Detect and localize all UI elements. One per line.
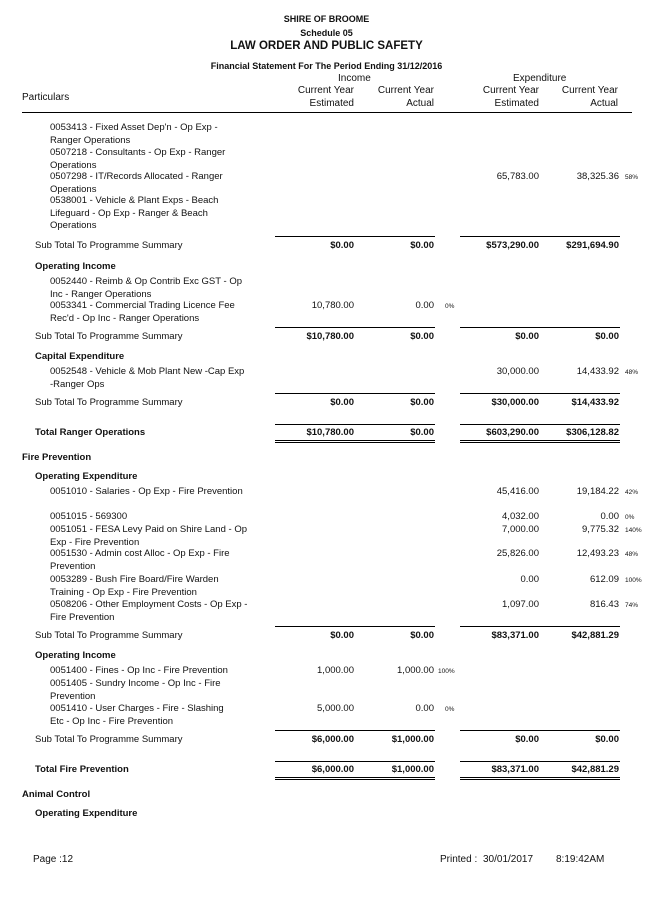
program-heading: Animal Control: [22, 789, 91, 800]
inc-estimated-total: $0.00: [330, 240, 354, 251]
exp-actual-value: 38,325.36: [576, 171, 619, 182]
exp-estimated-total: $83,371.00: [491, 764, 539, 775]
inc-percent: 0%: [445, 303, 455, 310]
exp-estimated-total: $83,371.00: [491, 630, 539, 641]
printed-date: 30/01/2017: [483, 854, 534, 865]
section-heading: Operating Income: [35, 261, 116, 272]
exp-actual-value: 14,433.92: [576, 366, 619, 377]
exp-percent: 42%: [625, 489, 639, 496]
exp-actual-total: $42,881.29: [571, 764, 619, 775]
item-description: 0051010 - Salaries - Op Exp - Fire Prevention: [50, 486, 243, 497]
col-income-actual-line2: Actual: [406, 98, 434, 109]
exp-actual-value: 816.43: [589, 599, 619, 610]
exp-estimated-total: $0.00: [515, 734, 539, 745]
item-description: 0051405 - Sundry Income - Op Inc - Fire Prevention: [50, 678, 221, 702]
inc-percent: 0%: [445, 706, 455, 713]
exp-actual-total: $291,694.90: [566, 240, 619, 251]
section-heading: Operating Expenditure: [35, 808, 138, 819]
total-double-rule-exp: [460, 440, 620, 443]
program-heading: Fire Prevention: [22, 452, 92, 463]
subtotal-rule-exp: [460, 393, 620, 394]
subtotal-label: Sub Total To Programme Summary: [35, 397, 183, 408]
income-group-header: Income: [338, 73, 371, 84]
exp-estimated-total: $603,290.00: [486, 427, 539, 438]
col-exp-actual-line2: Actual: [590, 98, 618, 109]
section-heading: Capital Expenditure: [35, 351, 125, 362]
inc-estimated-total: $6,000.00: [311, 764, 354, 775]
exp-percent: 140%: [625, 527, 642, 534]
exp-actual-total: $14,433.92: [571, 397, 619, 408]
section-heading: Operating Income: [35, 650, 116, 661]
subtotal-label: Sub Total To Programme Summary: [35, 630, 183, 641]
inc-estimated-value: 5,000.00: [317, 703, 354, 714]
inc-estimated-total: $6,000.00: [311, 734, 354, 745]
item-description: 0051015 - 569300: [50, 511, 128, 522]
col-exp-estimated-line1: Current Year: [482, 85, 539, 96]
item-description: 0507218 - Consultants - Op Exp - Ranger Operations: [50, 147, 226, 171]
item-description: 0051530 - Admin cost Alloc - Op Exp - Fire Prevention: [50, 548, 230, 572]
inc-actual-total: $0.00: [410, 331, 434, 342]
subtotal-rule-exp: [460, 730, 620, 731]
item-description: 0052548 - Vehicle & Mob Plant New -Cap Exp -Ranger Ops: [50, 366, 245, 390]
inc-actual-value: 0.00: [415, 703, 434, 714]
exp-actual-total: $42,881.29: [571, 630, 619, 641]
total-rule-exp: [460, 424, 620, 425]
item-description: 0051400 - Fines - Op Inc - Fire Prevention: [50, 665, 228, 676]
exp-estimated-value: 4,032.00: [502, 511, 539, 522]
subtotal-rule-exp: [460, 327, 620, 328]
exp-estimated-value: 25,826.00: [496, 548, 539, 559]
item-description: 0053413 - Fixed Asset Dep'n - Op Exp - Ranger Operations: [50, 122, 218, 146]
inc-actual-total: $0.00: [410, 630, 434, 641]
exp-actual-value: 19,184.22: [576, 486, 619, 497]
exp-actual-value: 12,493.23: [576, 548, 619, 559]
exp-estimated-value: 45,416.00: [496, 486, 539, 497]
inc-actual-total: $0.00: [410, 240, 434, 251]
inc-estimated-value: 10,780.00: [311, 300, 354, 311]
subtotal-rule-income: [275, 327, 435, 328]
exp-percent: 0%: [625, 514, 635, 521]
exp-estimated-total: $0.00: [515, 331, 539, 342]
exp-actual-total: $0.00: [595, 331, 619, 342]
printed-time: 8:19:42AM: [556, 854, 605, 865]
schedule-label: Schedule 05: [300, 28, 353, 38]
subtotal-label: Sub Total To Programme Summary: [35, 734, 183, 745]
item-description: 0538001 - Vehicle & Plant Exps - Beach Lifeguard - Op Exp - Ranger & Beach Operations: [50, 195, 219, 231]
exp-actual-total: $306,128.82: [566, 427, 619, 438]
inc-estimated-total: $0.00: [330, 630, 354, 641]
total-rule-income: [275, 761, 435, 762]
inc-estimated-value: 1,000.00: [317, 665, 354, 676]
col-income-estimated-line1: Current Year: [297, 85, 354, 96]
exp-estimated-value: 0.00: [520, 574, 539, 585]
organisation-name: SHIRE OF BROOME: [283, 14, 370, 24]
exp-estimated-value: 7,000.00: [502, 524, 539, 535]
total-double-rule-income: [275, 440, 435, 443]
col-income-estimated-line2: Estimated: [309, 98, 354, 109]
inc-actual-total: $0.00: [410, 397, 434, 408]
total-double-rule-exp: [460, 777, 620, 780]
item-description: 0051051 - FESA Levy Paid on Shire Land - Op Exp - Fire Prevention: [50, 524, 247, 548]
inc-actual-total: $1,000.00: [391, 764, 434, 775]
inc-actual-value: 0.00: [415, 300, 434, 311]
page-number: Page :12: [33, 854, 74, 865]
exp-percent: 58%: [625, 174, 639, 181]
inc-actual-total: $1,000.00: [391, 734, 434, 745]
expenditure-group-header: Expenditure: [513, 73, 567, 84]
subtotal-rule-income: [275, 730, 435, 731]
item-description: 0053341 - Commercial Trading Licence Fee Rec'd - Op Inc - Ranger Operations: [50, 300, 235, 324]
item-description: 0053289 - Bush Fire Board/Fire Warden Training - Op Exp - Fire Prevention: [50, 574, 219, 598]
exp-estimated-total: $30,000.00: [491, 397, 539, 408]
exp-estimated-total: $573,290.00: [486, 240, 539, 251]
exp-percent: 48%: [625, 369, 639, 376]
exp-actual-value: 0.00: [600, 511, 619, 522]
exp-actual-value: 9,775.32: [582, 524, 619, 535]
item-description: 0508206 - Other Employment Costs - Op Exp - Fire Prevention: [50, 599, 248, 623]
item-description: 0507298 - IT/Records Allocated - Ranger Operations: [50, 171, 223, 195]
subtotal-label: Sub Total To Programme Summary: [35, 331, 183, 342]
subtotal-rule-income: [275, 393, 435, 394]
header-rule: [22, 112, 632, 113]
item-description: 0051410 - User Charges - Fire - Slashing Etc - Op Inc - Fire Prevention: [50, 703, 224, 727]
col-exp-estimated-line2: Estimated: [494, 98, 539, 109]
exp-actual-value: 612.09: [589, 574, 619, 585]
inc-estimated-total: $10,780.00: [306, 427, 354, 438]
total-rule-income: [275, 424, 435, 425]
exp-percent: 74%: [625, 602, 639, 609]
col-exp-actual-line1: Current Year: [561, 85, 618, 96]
exp-estimated-value: 30,000.00: [496, 366, 539, 377]
item-description: 0052440 - Reimb & Op Contrib Exc GST - Op Inc - Ranger Operations: [50, 276, 243, 300]
subtotal-rule-income: [275, 626, 435, 627]
report-subtitle: Financial Statement For The Period Ending 31/12/2016: [210, 61, 443, 71]
col-income-actual-line1: Current Year: [377, 85, 434, 96]
inc-estimated-total: $0.00: [330, 397, 354, 408]
exp-percent: 100%: [625, 577, 642, 584]
inc-actual-total: $0.00: [410, 427, 434, 438]
subtotal-rule-exp: [460, 236, 620, 237]
exp-actual-total: $0.00: [595, 734, 619, 745]
exp-estimated-value: 65,783.00: [496, 171, 539, 182]
inc-actual-value: 1,000.00: [397, 665, 434, 676]
total-double-rule-income: [275, 777, 435, 780]
total-label: Total Fire Prevention: [35, 764, 129, 775]
section-heading: Operating Expenditure: [35, 471, 138, 482]
inc-estimated-total: $10,780.00: [306, 331, 354, 342]
exp-estimated-value: 1,097.00: [502, 599, 539, 610]
exp-percent: 48%: [625, 551, 639, 558]
inc-percent: 100%: [438, 668, 455, 675]
subtotal-label: Sub Total To Programme Summary: [35, 240, 183, 251]
report-title: LAW ORDER AND PUBLIC SAFETY: [230, 40, 423, 52]
total-rule-exp: [460, 761, 620, 762]
total-label: Total Ranger Operations: [35, 427, 146, 438]
subtotal-rule-exp: [460, 626, 620, 627]
printed-label: Printed :: [440, 854, 478, 865]
subtotal-rule-income: [275, 236, 435, 237]
particulars-header: Particulars: [22, 92, 70, 103]
